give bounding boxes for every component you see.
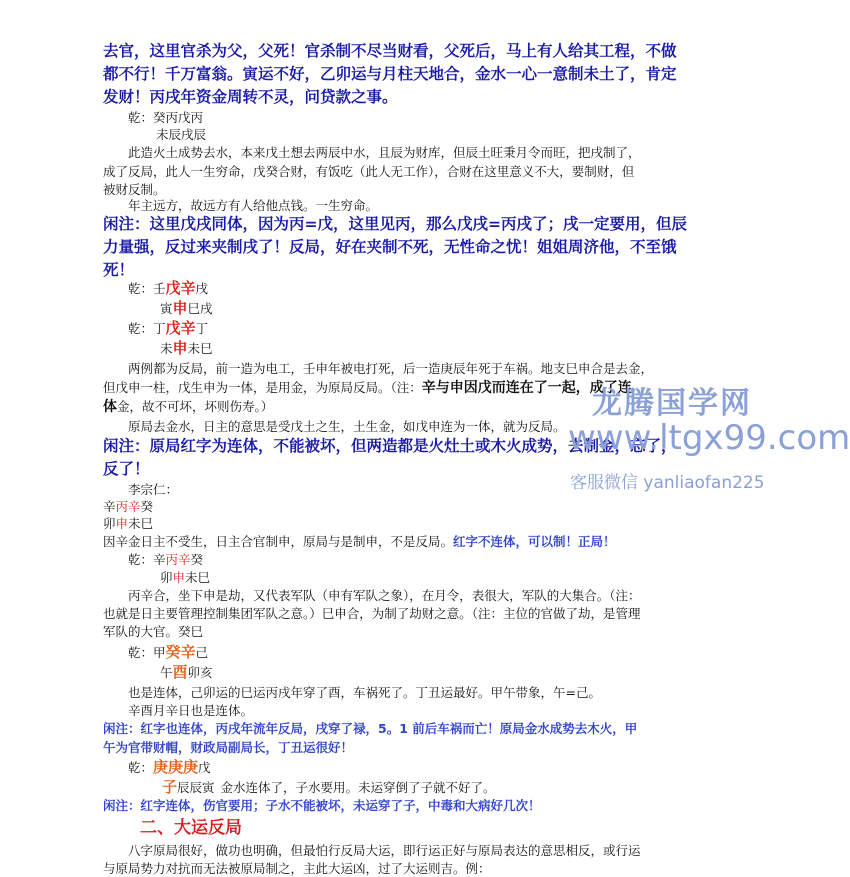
note1-line-3: 死！ bbox=[103, 261, 135, 279]
case1-para-2: 成了反局，此人一生穷命，戊癸合财，有饭吃（此人无工作），合财在这里意义不大，要制财，但 bbox=[103, 164, 635, 179]
case2-chart1-stems: 乾：壬戊辛戌 bbox=[128, 279, 209, 297]
case3-chart1-branches: 卯申未巳 bbox=[103, 516, 154, 531]
case2-para-3: 体金，故不可坏，坏则伤寿。） bbox=[103, 399, 274, 415]
case4-para-1: 也是连体，己卯运的巳运丙戌年穿了酉，车祸死了。丁丑运最好。甲午带象，午=己。 bbox=[128, 685, 601, 700]
case1-para-4: 年主远方，故远方有人给他点钱。一生穷命。 bbox=[128, 198, 379, 213]
case2-para-4: 原局去金水，日主的意思是受戊土之生，土生金，如戊申连为一体，就为反局。 bbox=[128, 419, 566, 434]
note3-line-1: 闲注：红字也连体，丙戌年流年反局，戌穿了禄，5。1 前后车祸而亡！原局金水成势去木火，甲 bbox=[103, 721, 638, 736]
case3-name: 李宗仁： bbox=[128, 482, 179, 497]
case2-chart2-stems: 乾：丁戊辛丁 bbox=[128, 319, 209, 337]
note2-line-1: 闲注：原局红字为连体，不能被坏，但两造都是火灶土或木火成势，去制金，忘了， bbox=[103, 437, 677, 455]
case3-para-1: 因辛金日主不受生，日主合官制申，原局与是制申，不是反局。红字不连体，可以制！正局！ bbox=[103, 534, 616, 549]
case4-chart-branches: 午酉卯亥 bbox=[160, 663, 213, 681]
case2-chart2-branches: 未申未巳 bbox=[160, 339, 213, 357]
note1-line-1: 闲注：这里戊戌同体，因为丙=戊，这里见丙，那么戊戌=丙戌了；戌一定要用，但辰 bbox=[103, 215, 687, 233]
watermark-contact: 客服微信 yanliaofan225 bbox=[570, 473, 765, 493]
case3-chart2-stems: 乾：辛丙辛癸 bbox=[128, 552, 204, 567]
case1-chart-stems: 乾：癸丙戊丙 bbox=[128, 110, 204, 125]
case1-para-3: 被财反制。 bbox=[103, 182, 166, 197]
case1-para-1: 此造火土成势去水，本来戊土想去两辰中水，且辰为财库，但辰土旺秉月令而旺，把戌制了， bbox=[128, 145, 641, 160]
section-heading: 二、大运反局 bbox=[140, 818, 242, 838]
watermark-url: www.ltgx99.com bbox=[568, 418, 850, 458]
case2-para-2: 但戊申一柱，戊生申为一体，是用金，为原局反局。（注：辛与申因戊而连在了一起，成了连 bbox=[103, 380, 632, 396]
note4-line-1: 闲注：红字连体，伤官要用；子水不能被坏，未运穿了子，中毒和大病好几次！ bbox=[103, 798, 541, 813]
intro-line-1: 去官，这里官杀为父，父死！官杀制不尽当财看，父死后，马上有人给其工程，不做 bbox=[103, 42, 677, 60]
watermark-site-name: 龙腾国学网 bbox=[592, 386, 752, 421]
case2-para-1: 两例都为反局，前一造为电工，壬申年被电打死，后一造庚辰年死于车祸。地支巳申合是去金， bbox=[128, 361, 654, 376]
case4-chart-stems: 乾：甲癸辛己 bbox=[128, 643, 209, 661]
section2-para-2: 与原局势力对抗而无法被原局制之，主此大运凶，过了大运则吉。例： bbox=[103, 861, 491, 876]
intro-line-3: 发财！丙戌年资金周转不灵，问贷款之事。 bbox=[103, 88, 398, 106]
case5-chart-branches: 子辰辰寅 金水连体了，子水要用。未运穿倒了子就不好了。 bbox=[162, 778, 496, 796]
case3-para-3: 也就是日主要管理控制集团军队之意。）巳申合，为制了劫财之意。（注：主位的官做了劫，是管理 bbox=[103, 606, 641, 621]
case3-chart1-stems: 辛丙辛癸 bbox=[103, 499, 154, 514]
case3-para-4: 军队的大官。癸巳 bbox=[103, 624, 204, 639]
note1-line-2: 力量强，反过来夹制戌了！反局，好在夹制不死，无性命之忧！姐姐周济他，不至饿 bbox=[103, 238, 677, 256]
intro-line-2: 都不行！千万富翁。寅运不好，乙卯运与月柱天地合，金水一心一意制未土了，肯定 bbox=[103, 65, 677, 83]
case3-para-2: 丙辛合，坐下申是劫，又代表军队（申有军队之象），在月令，表很大，军队的大集合。（注： bbox=[128, 588, 641, 603]
case3-chart2-branches: 卯申未巳 bbox=[160, 570, 211, 585]
case4-para-2: 辛酉月辛日也是连体。 bbox=[128, 703, 254, 718]
case2-chart1-branches: 寅申巳戌 bbox=[160, 299, 213, 317]
note3-line-2: 午为官带财帽，财政局副局长，丁丑运很好！ bbox=[103, 740, 354, 755]
case1-chart-branches: 未辰戌辰 bbox=[156, 127, 207, 142]
case5-chart-stems: 乾：庚庚庚戊 bbox=[128, 758, 211, 776]
section2-para-1: 八字原局很好，做功也明确，但最怕行反局大运，即行运正好与原局表达的意思相反，或行运 bbox=[128, 843, 641, 858]
note2-line-2: 反了！ bbox=[103, 460, 150, 478]
